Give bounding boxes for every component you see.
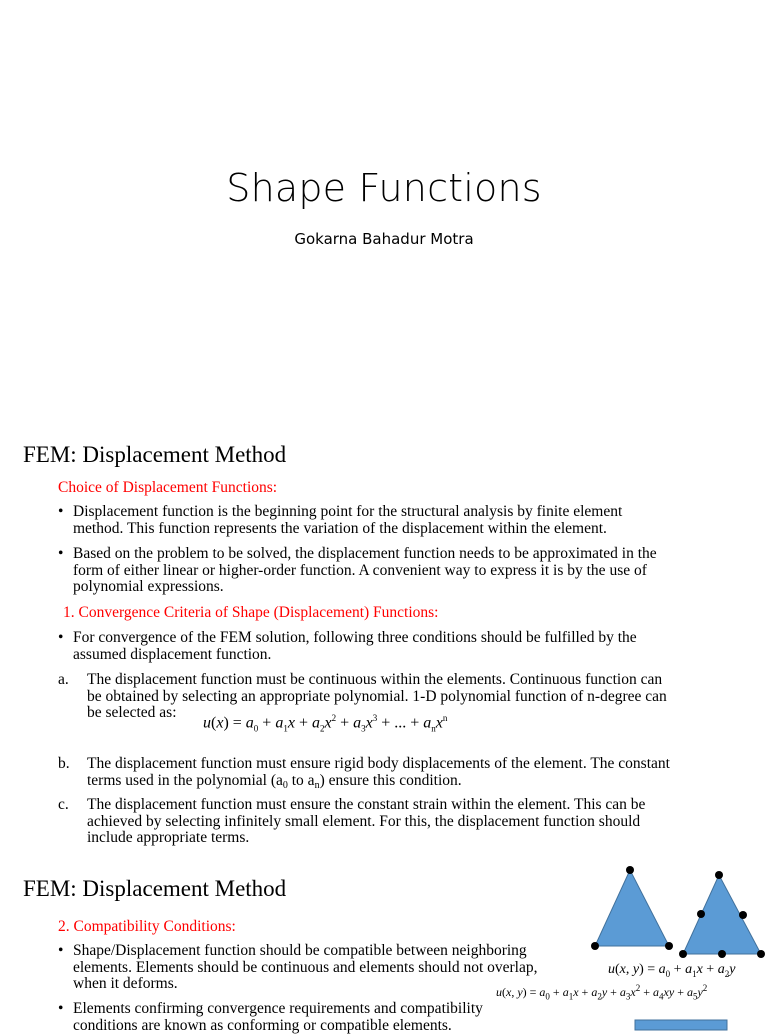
bullet-marker: • — [58, 629, 64, 646]
section-heading: 2. Compatibility Conditions: — [58, 918, 236, 935]
bullet-marker: • — [58, 545, 64, 562]
list-item: b. The displacement function must ensure rigid body displacements of the element. The constant terms used in the polynomial (a0 to an) ensure this condition. — [58, 755, 670, 791]
slide-title: FEM: Displacement Method — [23, 442, 287, 467]
linear-triangle-element — [595, 870, 669, 946]
slide-title: FEM: Displacement Method — [23, 876, 287, 901]
bullet-item: • Elements confirming convergence requirements and compatibility conditions are known as conforming or compatible elements. — [58, 1000, 483, 1034]
node — [665, 942, 673, 950]
bullet-item: • Based on the problem to be solved, the displacement function needs to be approximated in the form of either linear or higher-order function. A convenient way to express it is by the use of polynomial expressions. — [58, 545, 657, 595]
bullet-item: • Displacement function is the beginning point for the structural analysis by finite element method. This function represents the variation of the displacement within the element. — [58, 503, 623, 537]
node — [739, 911, 747, 919]
list-item: c. The displacement function must ensure the constant strain within the element. This can be achieved by selecting infinitely small element. For this, the displacement function should include appropriate terms. — [58, 796, 646, 846]
node — [757, 950, 765, 958]
section-heading: Choice of Displacement Functions: — [58, 479, 278, 496]
bullet-item: • Shape/Displacement function should be compatible between neighboring elements. Elements should be continuous and elements should not overlap, when it deforms. — [58, 942, 538, 992]
compatibility-slide — [0, 864, 768, 1034]
node — [591, 942, 599, 950]
slide-title: Shape Functions — [226, 166, 542, 210]
node — [715, 871, 723, 879]
polynomial-equation: $u(x) = a_0 + a_1x + a_2x^2 + a_3x^3$ + ... + $a_nx^n$ — [203, 713, 448, 734]
quadratic-shape-equation: u(x, $y) = a_0 + a_1x + a_2y + a_3x^2 + a_4xy + a_5y^2$ — [496, 983, 708, 1002]
node — [679, 950, 687, 958]
bullet-marker: • — [58, 503, 64, 520]
element-shape-partial — [635, 1020, 727, 1030]
title-slide — [0, 0, 768, 432]
displacement-method-slide — [0, 432, 768, 864]
author-name: Gokarna Bahadur Motra — [294, 230, 474, 248]
bullet-marker: • — [58, 1000, 64, 1017]
section-heading: 1. Convergence Criteria of Shape (Displacement) Functions: — [63, 604, 439, 621]
node — [697, 910, 705, 918]
quadratic-triangle-element — [683, 875, 761, 954]
linear-shape-equation: u(x, $y) = a_0 + a_1x + a_2y$ — [608, 962, 736, 979]
bullet-marker: • — [58, 942, 64, 959]
node — [626, 866, 634, 874]
bullet-item: • For convergence of the FEM solution, following three conditions should be fulfilled by the assumed displacement function. — [58, 629, 637, 663]
list-item: a. The displacement function must be continuous within the elements. Continuous function can be obtained by selecting an appropriate polynomial. 1-D polynomial function of n-degree can be selected as: — [58, 671, 667, 721]
node — [718, 950, 726, 958]
